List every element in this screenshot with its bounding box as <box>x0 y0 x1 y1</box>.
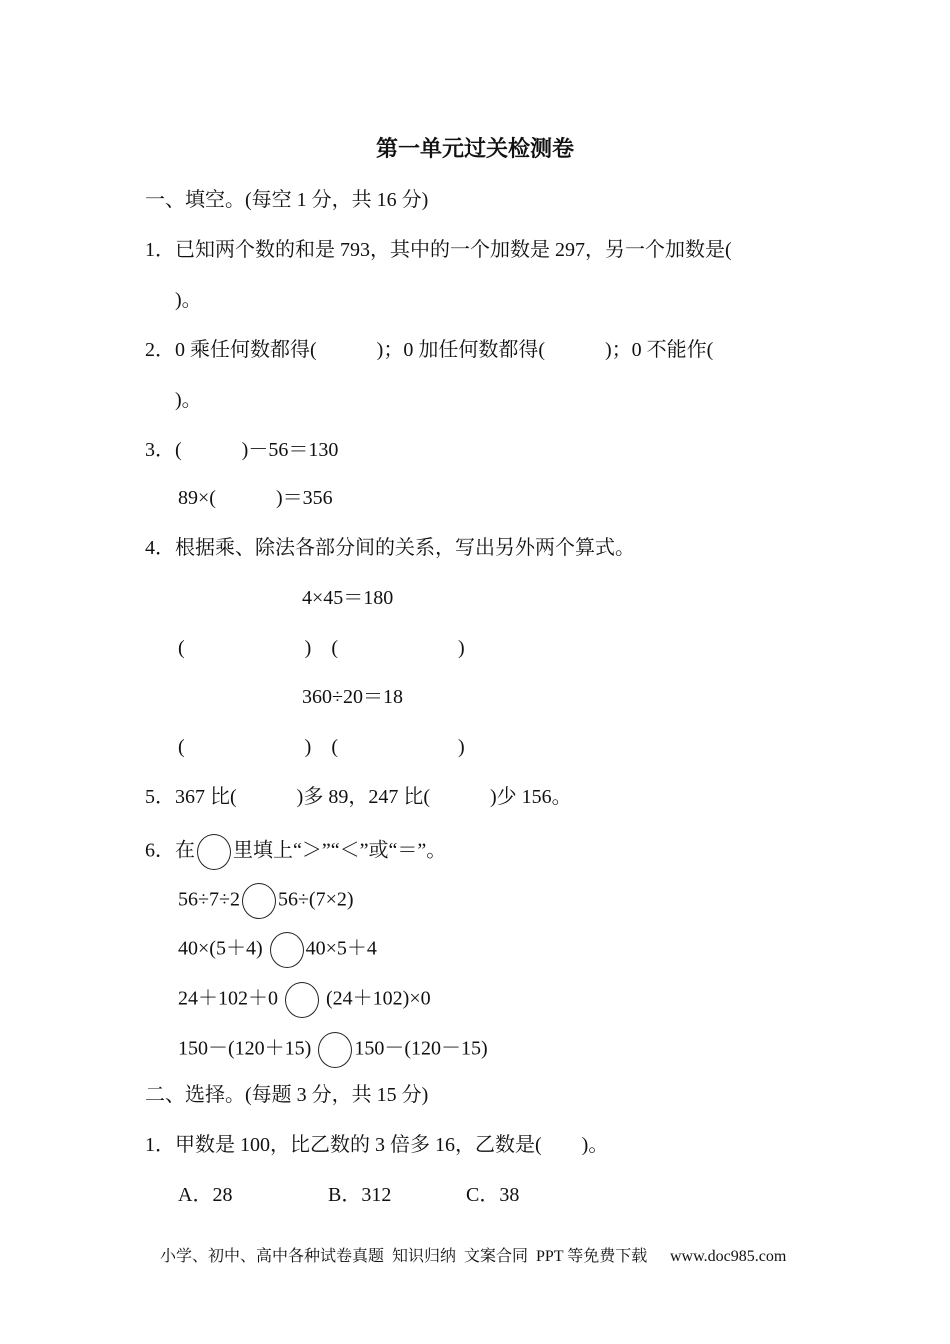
left-expr: 56÷7÷2 <box>178 888 240 911</box>
option-a: A．28 <box>178 1184 233 1206</box>
equation-2: 360÷20＝18 <box>302 686 403 708</box>
compare-circle[interactable] <box>270 932 304 968</box>
compare-circle[interactable] <box>242 883 276 919</box>
comparison-row <box>178 883 354 919</box>
right-expr: 40×5＋4 <box>305 937 377 960</box>
compare-circle[interactable] <box>285 982 319 1018</box>
comparison-row <box>178 982 431 1018</box>
right-expr: 150－(120－15) <box>354 1037 488 1060</box>
section-1-heading: 一、填空。(每空 1 分，共 16 分) <box>145 189 429 211</box>
left-expr: 24＋102＋0 <box>178 987 283 1010</box>
compare-circle-example <box>197 834 231 870</box>
left-expr: 40×(5＋4) <box>178 937 268 960</box>
question-1-1-end: )。 <box>175 289 202 311</box>
answer-blanks-2: ( ) ( ) <box>178 736 465 758</box>
page-title: 第一单元过关检测卷 <box>375 137 574 162</box>
right-expr: 56÷(7×2) <box>277 888 354 911</box>
option-c: C．38 <box>466 1184 520 1206</box>
question-1-5: 5．367 比( )多 89，247 比( )少 156。 <box>145 786 572 808</box>
question-1-6 <box>145 834 446 870</box>
question-1-3b: 89×( )＝356 <box>178 487 333 509</box>
footer-text: 小学、初中、高中各种试卷真题 知识归纳 文案合同 PPT 等免费下载 <box>160 1248 648 1265</box>
footer-url: www.doc985.com <box>670 1248 787 1265</box>
q6-text-b: 里填上“＞”“＜”或“＝”。 <box>233 839 447 862</box>
comparison-row <box>178 1032 488 1068</box>
option-b: B．312 <box>328 1184 392 1206</box>
compare-circle[interactable] <box>318 1032 352 1068</box>
question-1-2: 2．0 乘任何数都得( )；0 加任何数都得( )；0 不能作( <box>145 339 714 361</box>
question-1-2-end: )。 <box>175 389 202 411</box>
question-1-1: 1．已知两个数的和是 793，其中的一个加数是 297，另一个加数是( <box>145 239 732 261</box>
section-2-heading: 二、选择。(每题 3 分，共 15 分) <box>145 1084 429 1106</box>
question-1-3a: 3．( )－56＝130 <box>145 439 339 461</box>
question-1-4: 4．根据乘、除法各部分间的关系，写出另外两个算式。 <box>145 537 635 559</box>
q6-text-a: 6．在 <box>145 839 195 862</box>
left-expr: 150－(120＋15) <box>178 1037 317 1060</box>
comparison-row <box>178 932 377 968</box>
equation-1: 4×45＝180 <box>302 587 394 609</box>
right-expr: (24＋102)×0 <box>321 987 431 1010</box>
answer-blanks-1: ( ) ( ) <box>178 637 465 659</box>
question-2-1: 1．甲数是 100，比乙数的 3 倍多 16，乙数是( )。 <box>145 1134 609 1156</box>
